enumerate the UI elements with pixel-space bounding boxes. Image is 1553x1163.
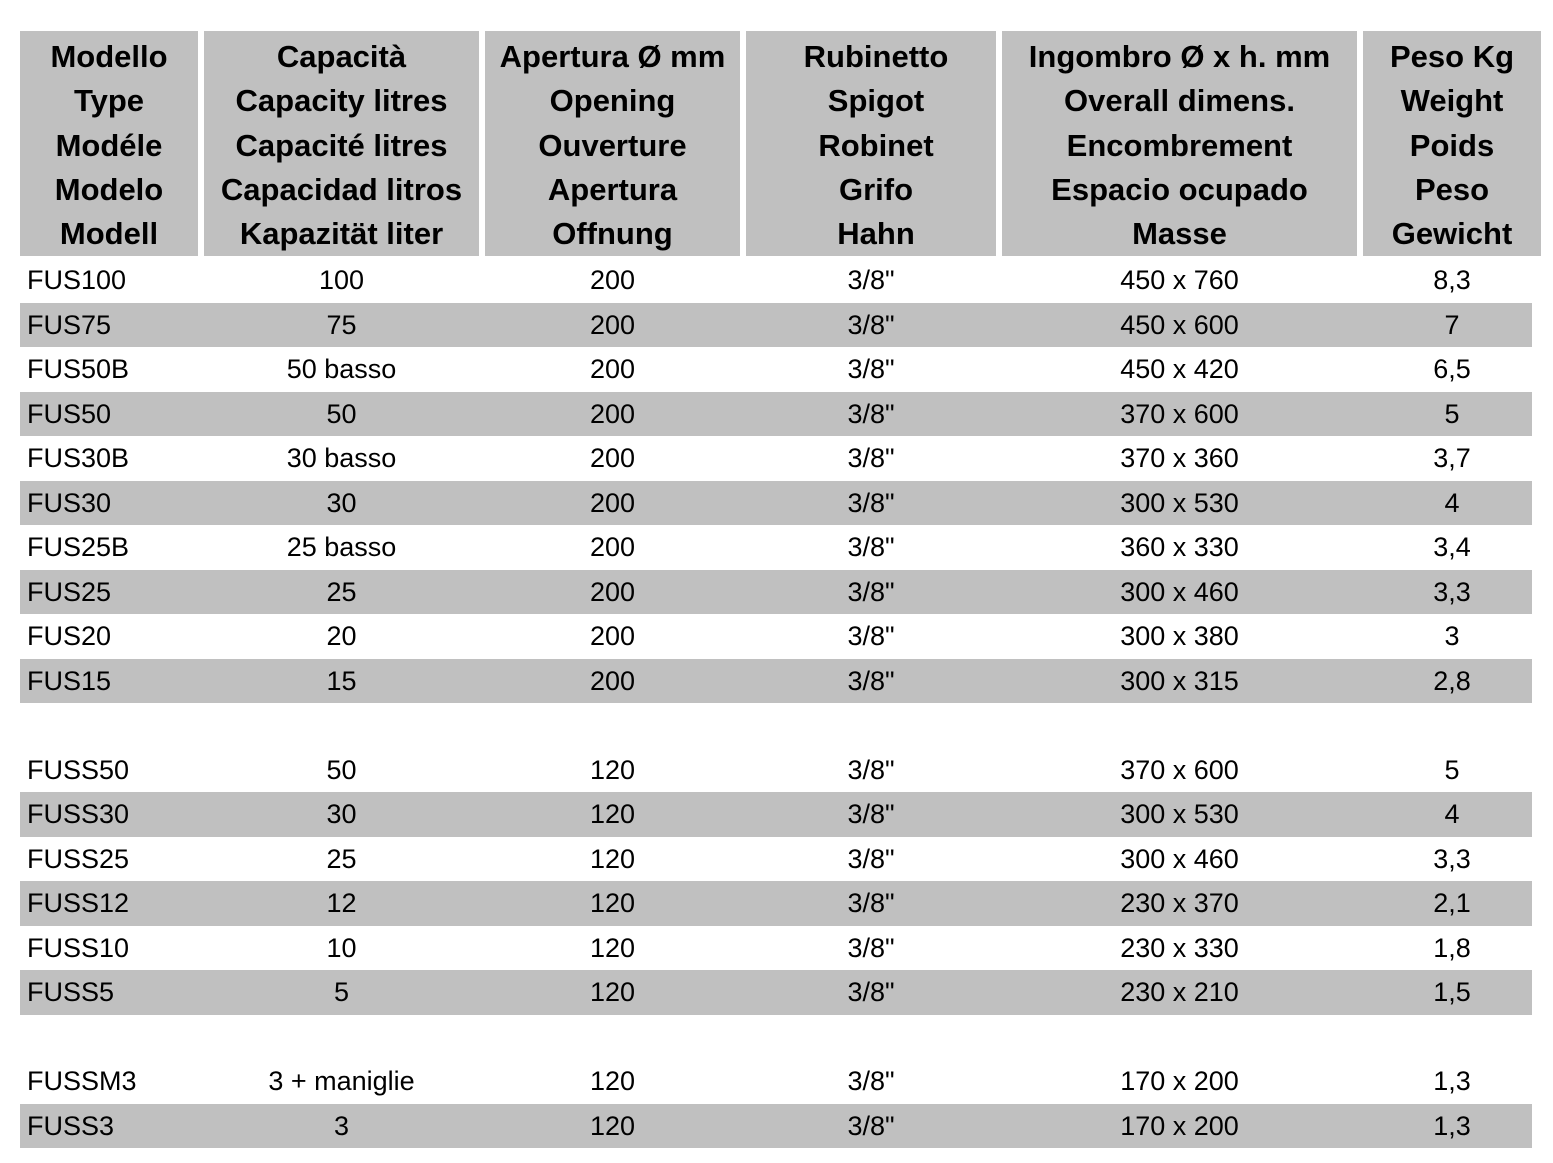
cell-opening: 120 <box>589 1110 636 1141</box>
header-label: Capacidad litros <box>220 171 463 207</box>
cell-model: FUS50 <box>27 398 112 429</box>
cell-weight: 3,3 <box>1433 843 1471 874</box>
cell-capacity: 30 <box>326 487 357 518</box>
cell-opening: 200 <box>589 443 636 474</box>
cell-model: FUS15 <box>27 665 112 696</box>
table-header <box>20 31 1532 250</box>
header-cell-capacity <box>204 31 479 256</box>
cell-spigot: 3/8" <box>847 843 895 874</box>
cell-weight: 5 <box>1444 398 1460 429</box>
header-label: Grifo <box>838 171 914 207</box>
cell-weight: 2,1 <box>1433 888 1471 919</box>
cell-capacity: 75 <box>326 309 357 340</box>
cell-opening: 200 <box>589 487 636 518</box>
cell-model: FUS75 <box>27 309 112 340</box>
table-row <box>20 525 1532 570</box>
cell-opening: 200 <box>589 665 636 696</box>
table-row <box>20 347 1532 392</box>
cell-spigot: 3/8" <box>847 932 895 963</box>
cell-capacity: 50 <box>326 398 357 429</box>
table-row <box>20 926 1532 971</box>
cell-opening: 120 <box>589 888 636 919</box>
header-label: Ouverture <box>538 127 687 163</box>
cell-dimensions: 370 x 600 <box>1120 754 1239 785</box>
table-row <box>20 392 1532 437</box>
table-row <box>20 303 1532 348</box>
header-cell-weight <box>1363 31 1541 256</box>
cell-opening: 120 <box>589 799 636 830</box>
cell-model: FUSSM3 <box>27 1066 137 1097</box>
cell-dimensions: 230 x 210 <box>1120 977 1239 1008</box>
header-cell-opening <box>485 31 740 256</box>
cell-dimensions: 370 x 360 <box>1120 443 1239 474</box>
cell-dimensions: 450 x 600 <box>1120 309 1239 340</box>
table-row <box>20 748 1532 793</box>
header-label: Capacité litres <box>235 127 448 163</box>
header-label: Peso <box>1414 171 1490 207</box>
cell-spigot: 3/8" <box>847 977 895 1008</box>
cell-weight: 3,7 <box>1433 443 1471 474</box>
header-label: Offnung <box>552 216 673 252</box>
cell-capacity: 12 <box>326 888 357 919</box>
cell-spigot: 3/8" <box>847 1110 895 1141</box>
cell-capacity: 3 <box>333 1110 350 1141</box>
cell-dimensions: 300 x 530 <box>1120 487 1239 518</box>
cell-capacity: 25 <box>326 576 357 607</box>
header-label: Weight <box>1400 83 1504 119</box>
cell-spigot: 3/8" <box>847 621 895 652</box>
header-label: Poids <box>1409 127 1495 163</box>
cell-opening: 200 <box>589 576 636 607</box>
cell-capacity: 25 <box>326 843 357 874</box>
cell-dimensions: 450 x 420 <box>1120 354 1239 385</box>
group-spacer <box>20 1015 1532 1060</box>
cell-opening: 120 <box>589 1066 636 1097</box>
group-spacer <box>20 703 1532 748</box>
table-body <box>20 258 1532 1148</box>
table-row <box>20 614 1532 659</box>
header-cell-model <box>20 31 198 256</box>
cell-dimensions: 360 x 330 <box>1120 532 1239 563</box>
cell-weight: 3 <box>1444 621 1460 652</box>
cell-dimensions: 170 x 200 <box>1120 1066 1239 1097</box>
cell-spigot: 3/8" <box>847 398 895 429</box>
cell-dimensions: 300 x 460 <box>1120 843 1239 874</box>
cell-weight: 4 <box>1444 799 1460 830</box>
cell-weight: 1,8 <box>1433 932 1471 963</box>
cell-opening: 200 <box>589 354 636 385</box>
cell-capacity: 50 <box>326 754 357 785</box>
cell-spigot: 3/8" <box>847 576 895 607</box>
cell-model: FUS100 <box>27 265 127 296</box>
cell-weight: 3,4 <box>1433 532 1471 563</box>
cell-opening: 120 <box>589 932 636 963</box>
header-label: Ingombro Ø x h. mm <box>1028 39 1331 74</box>
table-row <box>20 258 1532 303</box>
cell-capacity: 20 <box>326 621 357 652</box>
cell-dimensions: 300 x 315 <box>1120 665 1239 696</box>
cell-spigot: 3/8" <box>847 309 895 340</box>
cell-spigot: 3/8" <box>847 354 895 385</box>
cell-spigot: 3/8" <box>847 799 895 830</box>
cell-weight: 3,3 <box>1433 576 1471 607</box>
cell-weight: 2,8 <box>1433 665 1471 696</box>
cell-model: FUS25 <box>27 576 112 607</box>
cell-model: FUSS3 <box>27 1110 115 1141</box>
cell-capacity: 5 <box>333 977 350 1008</box>
cell-weight: 8,3 <box>1433 265 1471 296</box>
cell-spigot: 3/8" <box>847 754 895 785</box>
cell-spigot: 3/8" <box>847 487 895 518</box>
cell-spigot: 3/8" <box>847 665 895 696</box>
header-label: Capacity litres <box>235 83 448 119</box>
header-label: Espacio ocupado <box>1051 171 1308 207</box>
table-row <box>20 659 1532 704</box>
header-label: Modello <box>50 39 168 74</box>
header-label: Capacità <box>276 39 407 74</box>
cell-model: FUSS5 <box>27 977 115 1008</box>
cell-model: FUSS12 <box>27 888 130 919</box>
header-label: Spigot <box>827 83 925 119</box>
cell-model: FUS50B <box>27 354 130 385</box>
cell-weight: 7 <box>1444 309 1460 340</box>
cell-spigot: 3/8" <box>847 532 895 563</box>
cell-capacity: 30 <box>326 799 357 830</box>
header-label: Modéle <box>55 127 163 163</box>
header-label: Masse <box>1132 216 1227 252</box>
cell-capacity: 100 <box>318 265 365 296</box>
cell-dimensions: 170 x 200 <box>1120 1110 1239 1141</box>
cell-capacity: 3 + maniglie <box>268 1066 415 1097</box>
cell-model: FUS30 <box>27 487 112 518</box>
cell-spigot: 3/8" <box>847 265 895 296</box>
header-label: Robinet <box>818 127 934 163</box>
header-label: Encombrement <box>1066 127 1293 163</box>
cell-dimensions: 230 x 370 <box>1120 888 1239 919</box>
header-label: Opening <box>549 83 676 119</box>
table-row <box>20 481 1532 526</box>
table-row <box>20 436 1532 481</box>
header-label: Rubinetto <box>803 39 949 74</box>
cell-weight: 6,5 <box>1433 354 1471 385</box>
cell-capacity: 50 basso <box>286 354 397 385</box>
header-label: Hahn <box>837 216 915 252</box>
header-label: Gewicht <box>1391 216 1513 252</box>
cell-opening: 120 <box>589 754 636 785</box>
cell-opening: 120 <box>589 977 636 1008</box>
header-cell-spigot <box>746 31 996 256</box>
cell-model: FUS20 <box>27 621 112 652</box>
header-cell-dimensions <box>1002 31 1357 256</box>
cell-opening: 200 <box>589 309 636 340</box>
table-row <box>20 881 1532 926</box>
table-row <box>20 837 1532 882</box>
cell-opening: 200 <box>589 532 636 563</box>
cell-model: FUSS10 <box>27 932 130 963</box>
cell-spigot: 3/8" <box>847 1066 895 1097</box>
cell-weight: 1,5 <box>1433 977 1471 1008</box>
cell-capacity: 10 <box>326 932 357 963</box>
cell-weight: 4 <box>1444 487 1460 518</box>
product-specs-table <box>20 31 1532 1148</box>
header-label: Apertura <box>547 171 678 207</box>
cell-opening: 120 <box>589 843 636 874</box>
cell-dimensions: 230 x 330 <box>1120 932 1239 963</box>
cell-opening: 200 <box>589 398 636 429</box>
cell-dimensions: 450 x 760 <box>1120 265 1239 296</box>
header-label: Apertura Ø mm <box>499 39 726 74</box>
cell-dimensions: 300 x 460 <box>1120 576 1239 607</box>
table-row <box>20 570 1532 615</box>
cell-model: FUSS50 <box>27 754 130 785</box>
cell-dimensions: 370 x 600 <box>1120 398 1239 429</box>
cell-dimensions: 300 x 530 <box>1120 799 1239 830</box>
cell-weight: 5 <box>1444 754 1460 785</box>
table-row <box>20 792 1532 837</box>
cell-opening: 200 <box>589 621 636 652</box>
cell-model: FUSS30 <box>27 799 130 830</box>
cell-model: FUS25B <box>27 532 130 563</box>
cell-capacity: 15 <box>326 665 357 696</box>
cell-capacity: 30 basso <box>286 443 397 474</box>
cell-weight: 1,3 <box>1433 1110 1471 1141</box>
cell-spigot: 3/8" <box>847 443 895 474</box>
cell-dimensions: 300 x 380 <box>1120 621 1239 652</box>
header-label: Overall dimens. <box>1064 83 1295 119</box>
cell-capacity: 25 basso <box>286 532 397 563</box>
table-row <box>20 1104 1532 1149</box>
header-label: Peso Kg <box>1389 39 1515 74</box>
header-label: Modell <box>59 216 159 252</box>
header-label: Modelo <box>54 171 164 207</box>
cell-opening: 200 <box>589 265 636 296</box>
header-label: Type <box>73 83 145 119</box>
table-row <box>20 970 1532 1015</box>
cell-model: FUSS25 <box>27 843 130 874</box>
cell-model: FUS30B <box>27 443 130 474</box>
cell-spigot: 3/8" <box>847 888 895 919</box>
header-label: Kapazität liter <box>239 216 444 252</box>
table-row <box>20 1059 1532 1104</box>
cell-weight: 1,3 <box>1433 1066 1471 1097</box>
